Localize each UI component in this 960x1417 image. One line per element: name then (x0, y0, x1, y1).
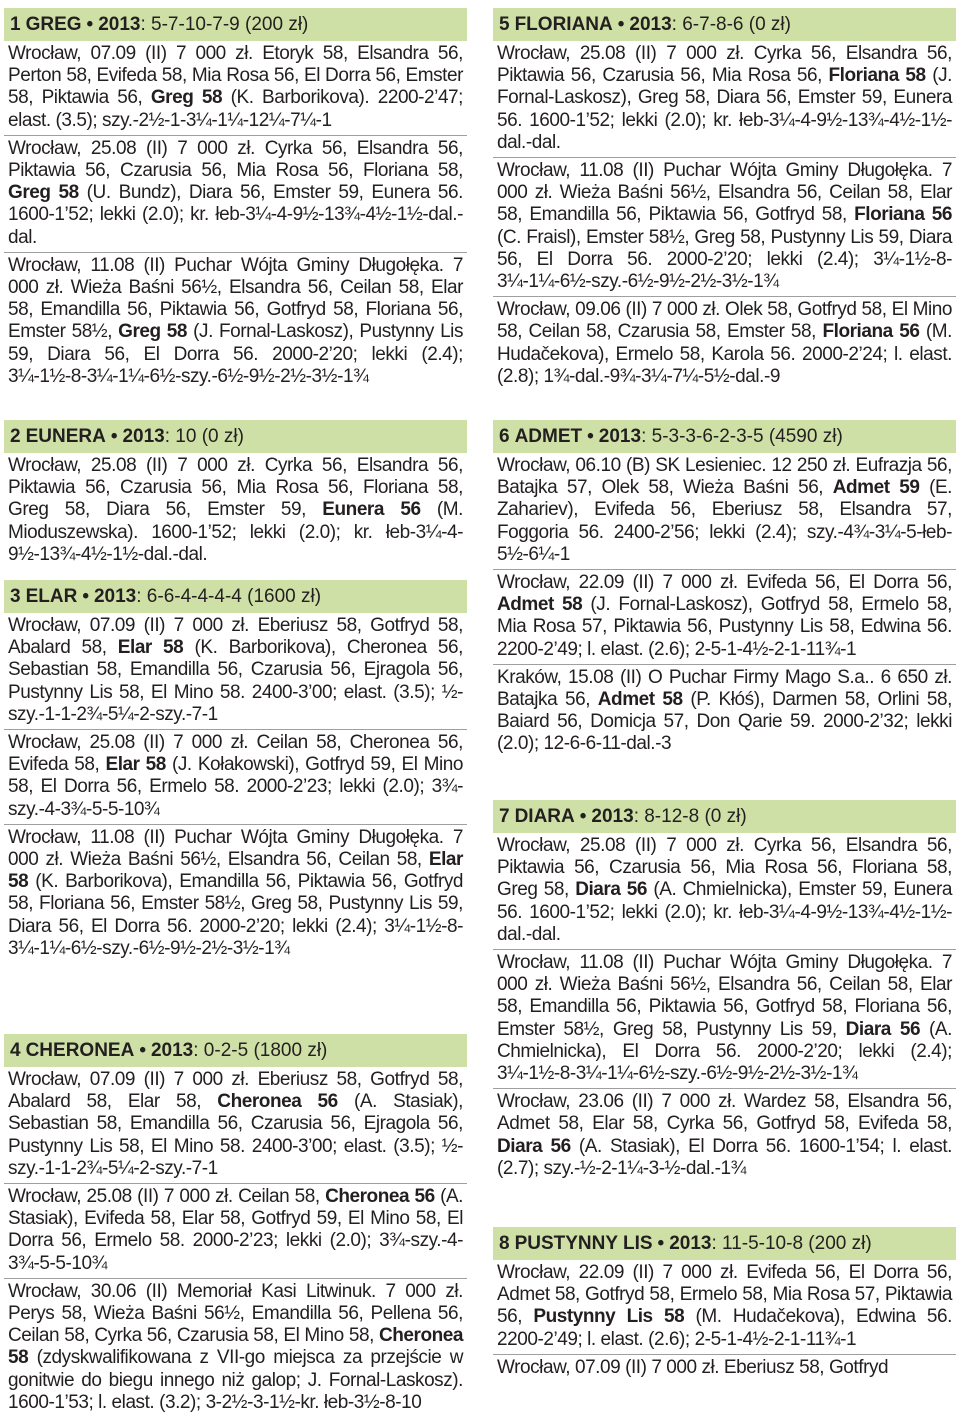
race-horse-highlight: Elar 58 (117, 637, 184, 659)
race-text: Wrocław, 23.06 (II) 7 000 zł. Wardez 58, Elsandra 56, Admet 58, Elar 58, Cyrka 56, Gotfryd 58, Evifeda 58, (497, 1091, 952, 1135)
race-text: (P. Kłóś), Darmen 58, Orlini 58, Baiard 56, Domicja 57, Don Qarie 59. 2000-2’32; lekki (2.0); 12-6-6-11-dal.-3 (497, 689, 952, 755)
race-record (493, 158, 956, 297)
horse-number: 2 (10, 425, 21, 447)
horse-entry (493, 420, 956, 759)
race-record (4, 41, 467, 136)
race-horse-highlight: Admet 58 (597, 689, 683, 711)
horse-entry (4, 580, 467, 963)
horse-header (493, 1227, 956, 1260)
horse-entry (493, 8, 956, 391)
horse-results: : 0-2-5 (1800 zł) (193, 1039, 328, 1061)
race-text: (K. Barborikova). 2200-2’47; elast. (3.5); szy.-2½-1-3¼-1¼-12¼-7¼-1 (8, 87, 464, 131)
separator-dot: • (579, 805, 587, 827)
race-record (493, 41, 956, 158)
race-horse-highlight: Diara 56 (575, 879, 648, 901)
race-record (493, 570, 956, 665)
horse-name: ELAR (25, 585, 78, 607)
race-text: (E. Zahariev), Evifeda 56, Eberiusz 58, Elsandra 57, Foggoria 56. 2400-2’56; lekki (2.4); szy.-4¾-3¼-5-łeb-5½-6¼-1 (497, 477, 953, 565)
horse-number: 6 (499, 425, 510, 447)
race-text: (A. Chmielnicka), El Dorra 56. 2000-2’20; lekki (2.4); 3¼-1½-8-3¼-1¼-6½-szy.-6½-9½-2½-3½-1¾ (497, 1018, 952, 1085)
horse-header (4, 420, 467, 453)
horse-year: 2013 (150, 1039, 194, 1061)
horse-results: : 10 (0 zł) (164, 425, 244, 447)
race-horse-highlight: Diara 56 (845, 1018, 921, 1040)
horse-header (493, 800, 956, 833)
race-horse-highlight: Admet 58 (497, 594, 583, 616)
race-text: Wrocław, 25.08 (II) 7 000 zł. Cyrka 56, Elsandra 56, Piktawia 56, Czarusia 56, Mia Rosa 56, Floriana 58, (8, 137, 463, 182)
race-text: (M. Hudačekova), Ermelo 58, Karola 56. 2000-2’24; l. elast. (2.8); 1¾-dal.-9¾-3¼-7¼-5½-dal.-9 (497, 321, 952, 387)
horse-number: 7 (499, 805, 510, 827)
race-text: Wrocław, 25.08 (II) 7 000 zł. Cyrka 56, Elsandra 56, Piktawia 56, Czarusia 56, Mia Rosa 56, Floriana 58, Greg 58, Diara 56, Emster 59, (8, 455, 463, 521)
race-record (4, 1184, 467, 1279)
horse-entry (493, 800, 956, 1183)
horse-year: 2013 (598, 425, 642, 447)
race-text: Wrocław, 22.09 (II) 7 000 zł. Evifeda 56, El Dorra 56, Admet 58, Gotfryd 58, Ermelo 58, Mia Rosa 57, Piktawia 56, (497, 1262, 952, 1328)
horse-number: 8 (499, 1232, 510, 1254)
race-text: (U. Bundz), Diara 56, Emster 59, Eunera 56. 1600-1’52; lekki (2.0); kr. łeb-3¼-4-9½-13¾-4½-1½-dal.-dal. (8, 182, 463, 248)
race-record (4, 730, 467, 825)
race-record (4, 1279, 467, 1417)
horse-header (493, 420, 956, 453)
race-record (4, 825, 467, 963)
race-record (4, 1067, 467, 1184)
horse-year: 2013 (669, 1232, 712, 1254)
race-horse-highlight: Cheronea 56 (325, 1186, 435, 1208)
horse-year: 2013 (629, 13, 672, 35)
race-text: (zdyskwalifikowana z VII-go miejsca za przejście w gonitwie do biegu innego niż galop; J. Fornal-Laskosz). 1600-1’53; l. elast. (3.2); 3-2½-3-1½-kr. łeb-3½-8-10 (8, 1347, 463, 1413)
race-horse-highlight: Admet 59 (832, 477, 920, 499)
horse-entry (4, 1034, 467, 1417)
race-text: (J. Fornal-Laskosz), Pustynny Lis 59, Diara 56, El Dorra 56. 2000-2’20; lekki (2.4); 3¼-1½-8-3¼-1¼-6½-szy.-6½-9½-2½-3½-1¾ (8, 321, 464, 387)
race-text: (A. Stasiak), El Dorra 56. 1600-1’54; l. elast. (2.7); szy.-½-2-1¼-3-½-dal.-1¾ (497, 1135, 952, 1179)
horse-name: EUNERA (25, 425, 106, 447)
race-record (4, 613, 467, 730)
race-horse-highlight: Cheronea 56 (217, 1091, 338, 1113)
horse-number: 4 (10, 1039, 21, 1061)
race-text: (J. Kołakowski), Gotfryd 59, El Mino 58, El Dorra 56, Ermelo 58. 2000-2’23; lekki (2.0); 3¾-szy.-4-3¾-5-5-10¾ (8, 754, 463, 820)
race-horse-highlight: Greg 58 (8, 182, 79, 204)
horse-name: PUSTYNNY LIS (514, 1232, 653, 1254)
horse-entry (4, 8, 467, 391)
race-text: Wrocław, 22.09 (II) 7 000 zł. Evifeda 56, El Dorra 56, (497, 572, 952, 594)
separator-dot: • (587, 425, 594, 447)
race-record (493, 1260, 956, 1355)
race-text: Wrocław, 25.08 (II) 7 000 zł. Cyrka 56, Elsandra 56, Piktawia 56, Czarusia 56, Mia Rosa 56, Floriana 58, Greg 58, (497, 835, 952, 901)
race-horse-highlight: Elar 58 (8, 849, 463, 893)
separator-dot: • (139, 1039, 146, 1061)
race-horse-highlight: Floriana 56 (822, 321, 920, 343)
race-horse-highlight: Greg 58 (118, 321, 188, 343)
separator-dot: • (82, 585, 89, 607)
race-text: Wrocław, 07.09 (II) 7 000 zł. Eberiusz 58, Gotfryd 58, Abalard 58, (8, 615, 463, 659)
race-text: (M. Mioduszewska). 1600-1’52; lekki (2.0); kr. łeb-3¼-4-9½-13¾-4½-1½-dal.-dal. (8, 499, 463, 565)
race-text: Wrocław, 06.10 (B) SK Lesieniec. 12 250 zł. Eufrazja 56, Batajka 57, Olek 58, Wieża Baśni 56, (497, 455, 952, 499)
race-text: (A. Stasiak), Sebastian 58, Emandilla 56, Czarusia 56, Ejragola 56, Pustynny Lis 58, El Mino 58. 2400-3’00; elast. (3.5); ½-szy.-1-1-2¾-5¼-2-szy.-7-1 (8, 1091, 463, 1179)
race-horse-highlight: Greg 58 (150, 87, 223, 109)
horse-name: ADMET (514, 425, 583, 447)
race-horse-highlight: Diara 56 (497, 1135, 571, 1157)
race-text: Wrocław, 11.08 (II) Puchar Wójta Gminy Długołęka. 7 000 zł. Wieża Baśni 56½, Elsandra 56, Ceilan 58, Elar 58, Emandilla 56, Piktawia 56, Gotfryd 58, Floriana 56, Emster 58½, Greg 58, Pustynny Lis 59, (497, 952, 952, 1040)
horse-name: DIARA (514, 805, 575, 827)
race-record (493, 665, 956, 759)
race-record (4, 453, 467, 569)
horse-number: 5 (499, 13, 510, 35)
horse-year: 2013 (93, 585, 137, 607)
horse-results: : 6-6-4-4-4-4 (1600 zł) (136, 585, 322, 607)
horse-results: : 5-7-10-7-9 (200 zł) (140, 13, 309, 35)
horse-header (493, 8, 956, 41)
race-text: (A. Stasiak), Evifeda 58, Elar 58, Gotfryd 59, El Mino 58, El Dorra 56, Ermelo 58. 2000-2’23; lekki (2.0); 3¾-szy.-4-3¾-5-5-10¾ (8, 1186, 463, 1274)
horse-year: 2013 (98, 13, 141, 35)
race-record (493, 950, 956, 1089)
separator-dot: • (617, 13, 625, 35)
race-record (4, 136, 467, 253)
horse-results: : 8-12-8 (0 zł) (633, 805, 747, 827)
race-horse-highlight: Cheronea 58 (8, 1325, 463, 1369)
race-horse-highlight: Floriana 58 (828, 65, 926, 87)
race-text: (K. Barborikova), Cheronea 56, Sebastian 58, Emandilla 56, Czarusia 56, Ejragola 56, Pustynny Lis 58, El Mino 58. 2400-3’00; elast. (3.5); ½-szy.-1-1-2¾-5¼-2-szy.-7-1 (8, 637, 463, 725)
horse-header (4, 580, 467, 613)
horse-header (4, 8, 467, 41)
race-horse-highlight: Eunera 56 (322, 499, 421, 521)
horse-results: : 6-7-8-6 (0 zł) (671, 13, 791, 35)
race-text: Wrocław, 09.06 (II) 7 000 zł. Olek 58, Gotfryd 58, El Mino 58, Ceilan 58, Czarusia 58, Emster 58, (497, 299, 952, 343)
horse-year: 2013 (591, 805, 634, 827)
race-text: Wrocław, 07.09 (II) 7 000 zł. Etoryk 58, Elsandra 56, Perton 58, Evifeda 58, Mia Rosa 56, El Dorra 56, Emster 58, Piktawia 56, (8, 43, 463, 109)
race-text: (A. Chmielnicka), Emster 59, Eunera 56. 1600-1’52; lekki (2.0); kr. łeb-3¼-4-9½-13¾-4½-1½-dal.-dal. (497, 879, 952, 945)
horse-entry (4, 420, 467, 569)
race-horse-highlight: Elar 58 (105, 754, 166, 776)
separator-dot: • (110, 425, 118, 447)
horse-number: 1 (10, 13, 21, 35)
race-record (493, 833, 956, 950)
race-record (493, 453, 956, 570)
race-text: (M. Hudačekova), Edwina 56. 2200-2’49; l. elast. (2.6); 2-5-1-4½-2-1-11¾-1 (497, 1306, 952, 1350)
race-record (493, 297, 956, 391)
race-record (4, 253, 467, 391)
race-text: (K. Barborikova), Emandilla 56, Piktawia 56, Gotfryd 58, Floriana 56, Emster 58½, Greg 58, Pustynny Lis 59, Diara 56, El Dorra 56. 2000-2’20; lekki (2.4); 3¼-1½-8-3¼-1¼-6½-szy.-6½-9½-2½-3½-1¾ (8, 871, 463, 959)
race-text: Wrocław, 25.08 (II) 7 000 zł. Cyrka 56, Elsandra 56, Piktawia 56, Czarusia 56, Mia Rosa 56, (497, 43, 952, 87)
race-text: Wrocław, 07.09 (II) 7 000 zł. Eberiusz 58, Gotfryd 58, Abalard 58, Elar 58, (8, 1069, 463, 1113)
race-text: Kraków, 15.08 (II) O Puchar Firmy Mago S.a.. 6 650 zł. Batajka 56, (497, 666, 952, 711)
race-record (493, 1355, 956, 1382)
horse-entry (493, 1227, 956, 1382)
horse-results: : 5-3-3-6-2-3-5 (4590 zł) (641, 425, 843, 447)
horse-name: FLORIANA (514, 13, 613, 35)
race-horse-highlight: Pustynny Lis 58 (533, 1306, 685, 1328)
race-text: Wrocław, 07.09 (II) 7 000 zł. Eberiusz 58, Gotfryd (497, 1356, 889, 1378)
horse-name: CHERONEA (25, 1039, 135, 1061)
race-text: Wrocław, 11.08 (II) Puchar Wójta Gminy Długołęka. 7 000 zł. Wieża Baśni 56½, Elsandra 56, Ceilan 58, (8, 826, 463, 871)
race-horse-highlight: Floriana 56 (854, 204, 952, 226)
race-text: (J. Fornal-Laskosz), Greg 58, Diara 56, Emster 59, Eunera 56. 1600-1’52; lekki (2.0); kr. łeb-3¼-4-9½-13¾-4½-1½-dal.-dal. (497, 65, 952, 153)
separator-dot: • (657, 1232, 665, 1254)
race-text: Wrocław, 11.08 (II) Puchar Wójta Gminy Długołęka. 7 000 zł. Wieża Baśni 56½, Elsandra 56, Ceilan 58, Elar 58, Emandilla 56, Piktawia 56, Gotfryd 58, Floriana 56, Emster 58½, (8, 254, 463, 343)
horse-number: 3 (10, 585, 21, 607)
race-record (493, 1089, 956, 1183)
race-text: Wrocław, 25.08 (II) 7 000 zł. Ceilan 58, (8, 1186, 326, 1208)
horse-results: : 11-5-10-8 (200 zł) (711, 1232, 872, 1254)
horse-header (4, 1034, 467, 1067)
horse-name: GREG (25, 13, 82, 35)
horse-year: 2013 (122, 425, 165, 447)
separator-dot: • (86, 13, 94, 35)
race-text: Wrocław, 25.08 (II) 7 000 zł. Ceilan 58, Cheronea 56, Evifeda 58, (8, 732, 463, 776)
race-text: Wrocław, 11.08 (II) Puchar Wójta Gminy Długołęka. 7 000 zł. Wieża Baśni 56½, Elsandra 56, Ceilan 58, Elar 58, Emandilla 56, Piktawia 56, Gotfryd 58, (497, 160, 952, 226)
race-text: (J. Fornal-Laskosz), Gotfryd 58, Ermelo 58, Mia Rosa 57, Piktawia 56, Pustynny Lis 58, Edwina 56. 2200-2’49; l. elast. (2.6); 2-5-1-4½-2-1-11¾-1 (497, 594, 952, 660)
race-text: (C. Fraisl), Emster 58½, Greg 58, Pustynny Lis 59, Diara 56, El Dorra 56. 2000-2’20; lekki (2.4); 3¼-1½-8-3¼-1¼-6½-szy.-6½-9½-2½-3½-1¾ (497, 226, 952, 293)
race-text: Wrocław, 30.06 (II) Memoriał Kasi Litwinuk. 7 000 zł. Perys 58, Wieża Baśni 56½, Emandilla 56, Pellena 56, Ceilan 58, Cyrka 56, Czarusia 58, El Mino 58, (8, 1280, 463, 1347)
